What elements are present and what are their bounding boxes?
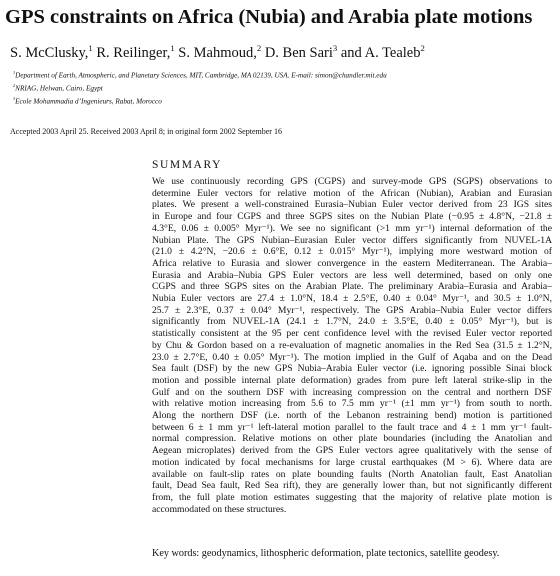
author-affiliation-marker: 1 [88, 43, 93, 53]
affiliation-text: Department of Earth, Atmospheric, and Planetary Sciences, MIT, Cambridge, MA 02139, USA. E-mail: simon@chandler.mit.edu [15, 71, 387, 80]
abstract-line: with relative motion increasing from 5.6 to 7.5 mm yr⁻¹ (±1 mm yr⁻¹) from south to north. [152, 398, 552, 410]
affiliation-text: NRIAG, Helwan, Cairo, Egypt [15, 84, 103, 93]
abstract-line: We use continuously recording GPS (CGPS) and survey-mode GPS (SGPS) observations to [152, 176, 552, 187]
abstract-line: by Chu & Gordon based on a re-evaluation of magnetic anomalies in the Red Sea (31.5 ± 1.2°N, [152, 339, 552, 351]
abstract-line: significantly from NUVEL-1A (24.1 ± 1.7°N, 24.0 ± 3.5°E, 0.40 ± 0.05° Myr⁻¹), but is [152, 316, 552, 328]
abstract-line: CGPS and three SGPS sites on the Arabian Plate. The preliminary Arabia–Eurasia and Arabia– [152, 281, 552, 293]
abstract-line: Africa relative to Eurasia and slower convergence in the eastern Mediterranean. The Arabia– [152, 257, 552, 269]
affiliation-text: Ecole Mohammadia d’Ingenieurs, Rabat, Morocco [15, 97, 162, 106]
affiliation-line [13, 68, 387, 81]
affiliation-number: 3 [13, 95, 16, 101]
abstract-line: plates. We present a well-constrained Eurasia–Nubian Euler vector derived from 23 IGS sites [152, 199, 552, 211]
abstract-line: Gulf and on the southern DSF with increasing compression on the central and northern DSF [152, 386, 552, 398]
abstract-line: motion and possible internal plate deformation) grades from pure left lateral strike-slip in the [152, 374, 552, 386]
abstract-line: accommodated on these structures. [152, 503, 287, 515]
keywords: Key words: geodynamics, lithospheric deformation, plate tectonics, satellite geodesy. [152, 548, 500, 559]
abstract-line: 25.7 ± 2.3°E, 0.37 ± 0.04° Myr⁻¹, respectively. The GPS Arabia–Nubia Euler vector differs [152, 304, 552, 316]
abstract-line: motion indicated by focal mechanisms for large crustal earthquakes (M > 6). Where data are [152, 456, 552, 468]
affiliation-number: 1 [13, 70, 16, 75]
author-affiliation-marker: 2 [256, 43, 262, 53]
abstract-line: Nubian Plate. The GPS Nubian–Eurasian Euler vector differs significantly from NUVEL-1A [152, 234, 552, 246]
author-name: R. Reilinger, [96, 44, 171, 61]
abstract-line: Nubia Euler vectors are 27.4 ± 1.0°N, 18.4 ± 2.5°E, 0.40 ± 0.04° Myr⁻¹, and 30.5 ± 1.0°N, [152, 293, 552, 305]
abstract-line: (21.0 ± 4.2°N, −20.6 ± 0.6°E, 0.12 ± 0.015° Myr⁻¹), implying more westward motion of [152, 246, 552, 258]
author-affiliation-marker: 3 [332, 43, 338, 53]
affiliation-line [13, 94, 387, 107]
affiliation-number: 2 [13, 82, 16, 88]
abstract-line: available on fault-slip rates on plate bounding faults (North Anatolian fault, East Anatolian [152, 468, 552, 480]
abstract-line: Eurasia and Arabia–Nubia GPS Euler vectors are less well determined, based on only one [152, 269, 552, 281]
author-name: S. Mahmoud, [178, 44, 257, 61]
affiliation-line [13, 81, 387, 94]
author-name: D. Ben Sari [264, 44, 333, 61]
summary-heading: SUMMARY [152, 159, 222, 171]
abstract-line: 4.3°E, 0.06 ± 0.005° Myr⁻¹). We see no significant (>1 mm yr⁻¹) internal deformation of the [152, 222, 552, 234]
abstract-line: 23.0 ± 2.7°E, 0.40 ± 0.05° Myr⁻¹). The motion implied in the Gulf of Aqaba and on the Dead [152, 351, 552, 363]
abstract-line: Sea fault (DSF) by the new GPS Nubia–Arabia Euler vector (i.e. ignoring possible Sinai block [152, 363, 552, 375]
abstract-line: Along the northern DSF (i.e. north of the Lebanon restraining bend) motion is partitioned [152, 410, 552, 422]
author-list [10, 39, 425, 62]
abstract-line: from, the full plate motion estimates suggesting that the majority of relative plate motion is [152, 491, 552, 503]
affiliations [13, 68, 387, 107]
abstract-line: Aegean microplates) derived from the GPS Euler vectors agree qualitatively with the sense of [152, 445, 552, 457]
author-affiliation-marker: 1 [170, 43, 175, 53]
abstract-line: fault, Dead Sea fault, Red Sea rift), they are generally lower than, but not significantly different [152, 480, 552, 492]
paper-title: GPS constraints on Africa (Nubia) and Arabia plate motions [5, 6, 533, 28]
abstract [152, 176, 552, 515]
abstract-line: statistically consistent at the 95 per cent confidence level with the revised Euler vector reported [152, 328, 552, 340]
abstract-line: in Europe and four CGPS and three SGPS sites on the Nubian Plate (−0.95 ± 4.8°N, −21.8 ± [152, 211, 552, 223]
publication-dates: Accepted 2003 April 25. Received 2003 April 8; in original form 2002 September 16 [10, 127, 282, 136]
author-name: and A. Tealeb [340, 44, 421, 61]
author-name: S. McClusky, [10, 44, 89, 61]
author-affiliation-marker: 2 [420, 43, 425, 53]
abstract-line: determine Euler vectors for relative motion of the African (Nubian), Arabian and Eurasian [152, 187, 552, 199]
abstract-line: normal compression. Relative motions on other plate boundaries (including the Anatolian and [152, 433, 552, 445]
abstract-line: between 6 ± 1 mm yr⁻¹ left-lateral motion parallel to the fault trace and 4 ± 1 mm yr⁻¹ fault- [152, 421, 552, 433]
